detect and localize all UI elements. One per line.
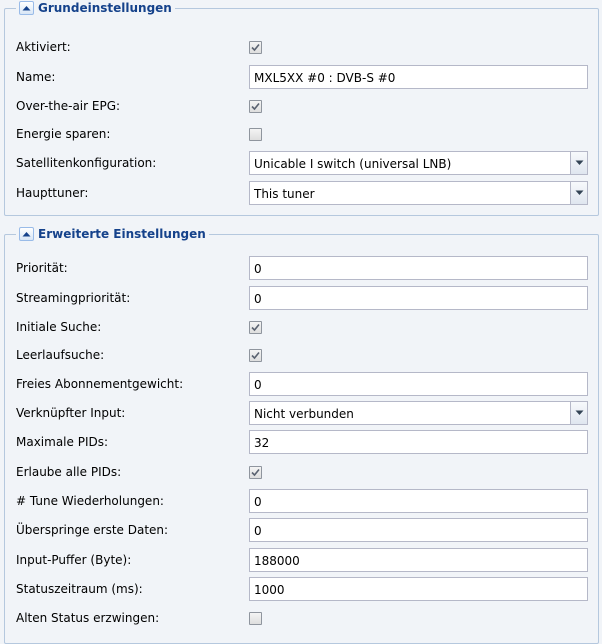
ota-epg-checkbox[interactable]	[249, 100, 262, 113]
basic-settings-title: Grundeinstellungen	[38, 1, 172, 15]
linked-input-select[interactable]	[249, 401, 588, 425]
satellite-config-select[interactable]	[249, 151, 588, 175]
field-streaming-priority	[16, 286, 590, 310]
select-value: Unicable I switch (universal LNB)	[254, 157, 452, 171]
initial-scan-checkbox[interactable]	[249, 321, 262, 334]
chevron-up-icon[interactable]	[19, 1, 34, 15]
field-label: Initiale Suche:	[16, 320, 102, 334]
basic-settings-fieldset	[4, 1, 599, 216]
field-satellite-config	[16, 151, 590, 175]
skip-initial-data-input[interactable]: 0	[249, 518, 588, 542]
advanced-settings-fieldset	[4, 227, 599, 644]
field-input-buffer	[16, 548, 590, 572]
field-label: Alten Status erzwingen:	[16, 611, 160, 625]
field-label: Verknüpfter Input:	[16, 406, 126, 420]
chevron-down-icon[interactable]	[570, 182, 587, 204]
select-value: This tuner	[254, 187, 315, 201]
field-label: Satellitenkonfiguration:	[16, 156, 157, 170]
basic-settings-legend[interactable]	[16, 0, 175, 16]
field-force-old-status	[16, 606, 590, 630]
status-period-input[interactable]: 1000	[249, 577, 588, 601]
field-label: Priorität:	[16, 261, 68, 275]
field-max-pids	[16, 430, 590, 454]
field-free-subscription-weight	[16, 372, 590, 396]
advanced-settings-title: Erweiterte Einstellungen	[38, 227, 206, 241]
checkmark-icon	[251, 102, 260, 111]
field-label: Energie sparen:	[16, 127, 111, 141]
idle-scan-checkbox[interactable]	[249, 349, 262, 362]
force-old-status-checkbox[interactable]	[249, 612, 262, 625]
field-tune-retries	[16, 489, 590, 513]
field-ota-epg	[16, 94, 590, 118]
field-status-period	[16, 577, 590, 601]
advanced-settings-legend[interactable]	[16, 226, 209, 242]
select-value: Nicht verbunden	[254, 407, 354, 421]
field-idle-scan	[16, 343, 590, 367]
checkmark-icon	[251, 351, 260, 360]
input-buffer-input[interactable]: 188000	[249, 548, 588, 572]
max-pids-input[interactable]: 32	[249, 430, 588, 454]
streaming-priority-input[interactable]: 0	[249, 286, 588, 310]
field-initial-scan	[16, 315, 590, 339]
checkmark-icon	[251, 468, 260, 477]
field-label: Input-Puffer (Byte):	[16, 553, 132, 567]
priority-input[interactable]: 0	[249, 256, 588, 280]
checkmark-icon	[251, 43, 260, 52]
field-label: Statuszeitraum (ms):	[16, 582, 143, 596]
allow-all-pids-checkbox[interactable]	[249, 466, 262, 479]
chevron-up-icon[interactable]	[19, 227, 34, 241]
field-label: # Tune Wiederholungen:	[16, 494, 164, 508]
field-label: Überspringe erste Daten:	[16, 523, 169, 537]
chevron-down-icon[interactable]	[570, 402, 587, 424]
field-activated	[16, 35, 590, 59]
field-label: Name:	[16, 70, 56, 84]
name-input[interactable]: MXL5XX #0 : DVB-S #0	[249, 65, 588, 89]
field-linked-input	[16, 401, 590, 425]
free-subscription-weight-input[interactable]: 0	[249, 372, 588, 396]
field-power-save	[16, 122, 590, 146]
field-allow-all-pids	[16, 460, 590, 484]
activated-checkbox[interactable]	[249, 41, 262, 54]
field-priority	[16, 256, 590, 280]
field-label: Freies Abonnementgewicht:	[16, 377, 184, 391]
field-label: Maximale PIDs:	[16, 435, 109, 449]
main-tuner-select[interactable]	[249, 181, 588, 205]
field-main-tuner	[16, 181, 590, 205]
checkmark-icon	[251, 323, 260, 332]
field-label: Leerlaufsuche:	[16, 348, 105, 362]
field-label: Erlaube alle PIDs:	[16, 465, 122, 479]
field-label: Streamingpriorität:	[16, 291, 131, 305]
field-skip-initial-data	[16, 518, 590, 542]
field-label: Haupttuner:	[16, 186, 89, 200]
tune-retries-input[interactable]: 0	[249, 489, 588, 513]
field-label: Aktiviert:	[16, 40, 71, 54]
power-save-checkbox[interactable]	[249, 128, 262, 141]
field-name	[16, 65, 590, 89]
field-label: Over-the-air EPG:	[16, 99, 121, 113]
chevron-down-icon[interactable]	[570, 152, 587, 174]
